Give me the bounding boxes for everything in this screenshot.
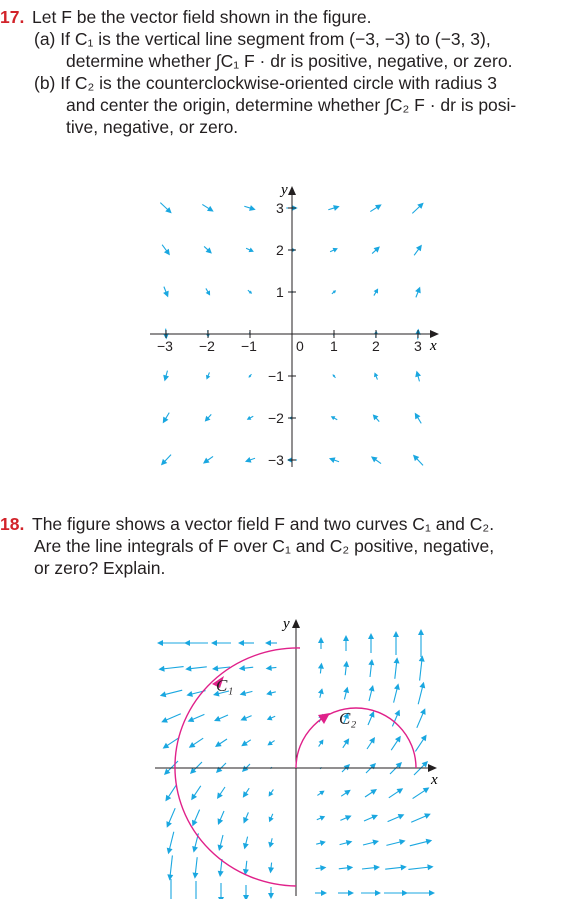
- fig2-vector-arrow-head: [268, 842, 274, 848]
- fig2-vector-arrow-head: [320, 840, 326, 846]
- fig2-vector-arrow: [418, 685, 423, 704]
- fig2-vector-arrow-head: [239, 665, 245, 671]
- fig2-vector-arrow-head: [240, 690, 247, 696]
- fig1-y-tick-label: 3: [276, 200, 284, 216]
- fig2-vector-arrow-head: [343, 687, 349, 694]
- fig2-vector-arrow-head: [397, 788, 404, 794]
- problem-18-line-2: Are the line integrals of F over C₁ and C₂ positive, negative,: [34, 536, 495, 556]
- fig2-vector-arrow-head: [343, 738, 349, 745]
- fig2-vector-arrow-head: [217, 792, 223, 799]
- fig2-vector-arrow-head: [192, 846, 198, 853]
- fig1-vector-arrow-head: [415, 371, 421, 378]
- fig2-vector-arrow-head: [368, 633, 374, 639]
- fig2-vector-arrow-head: [401, 864, 407, 870]
- fig1-y-tick-label: −1: [268, 368, 284, 384]
- fig2-vector-arrow: [165, 714, 181, 721]
- fig2-vector-arrow: [394, 687, 398, 703]
- fig1-x-tick-label: −1: [241, 338, 257, 354]
- fig1-vector-arrow-head: [371, 456, 378, 462]
- fig1-x-tick-label: 1: [330, 338, 338, 354]
- fig2-vector-arrow-head: [189, 742, 196, 748]
- fig1-x-tick-label: 0: [296, 338, 304, 354]
- fig2-vector-arrow-head: [212, 665, 218, 671]
- fig1-x-tick-label: −3: [157, 338, 173, 354]
- fig2-vector-arrow-head: [348, 890, 354, 896]
- fig2-vector-arrow-head: [423, 787, 430, 793]
- fig2-vector-arrow-head: [421, 735, 427, 742]
- part-b-line-3: tive, negative, or zero.: [66, 117, 239, 137]
- vector-field-figure-2: [150, 614, 450, 899]
- fig2-vector-arrow-head: [186, 691, 193, 697]
- fig2-vector-arrow-head: [192, 873, 198, 879]
- fig2-vector-arrow-head: [369, 737, 375, 744]
- fig2-vector-arrow-head: [215, 741, 222, 747]
- fig2-vector-arrow-head: [185, 666, 191, 672]
- fig2-vector-arrow: [168, 808, 175, 824]
- fig2-vector-arrow-head: [419, 682, 425, 689]
- fig2-vector-arrow-head: [375, 890, 381, 896]
- fig2-vector-arrow-head: [346, 840, 353, 846]
- fig2-vector-arrow-head: [427, 864, 433, 870]
- fig2-vector-arrow-head: [167, 848, 173, 855]
- c1-label: C₁: [216, 676, 234, 695]
- fig1-x-label: x: [430, 338, 437, 354]
- fig1-vector-arrow-head: [207, 206, 214, 212]
- fig2-vector-arrow-head: [160, 691, 167, 697]
- fig1-vector-arrow-head: [416, 245, 422, 252]
- fig2-vector-arrow: [167, 785, 176, 799]
- fig1-y-tick-label: 2: [276, 242, 284, 258]
- fig2-vector-arrow-head: [211, 640, 217, 646]
- fig2-vector-arrow: [195, 857, 197, 875]
- fig2-vector-arrow-head: [344, 790, 351, 796]
- part-a-line-1: (a) If C₁ is the vertical line segment from (−3, −3) to (−3, 3),: [34, 29, 491, 49]
- fig2-vector-arrow: [395, 661, 397, 679]
- fig2-vector-arrow: [415, 738, 424, 752]
- fig2-vector-arrow: [417, 712, 424, 728]
- problem-18: [0, 513, 560, 579]
- problem-17-intro: Let F be the vector field shown in the figure.: [32, 7, 372, 27]
- fig2-vector-arrow-head: [343, 635, 349, 641]
- fig2-vector-arrow-head: [318, 663, 324, 669]
- fig2-vector-arrow-head: [368, 659, 374, 665]
- fig2-vector-arrow: [162, 667, 184, 669]
- fig2-y-axis-arrowhead: [292, 619, 300, 628]
- fig2-vector-arrow-head: [266, 690, 272, 696]
- problem-17-number: 17.: [0, 7, 25, 27]
- fig2-vector-arrow: [420, 659, 422, 681]
- fig2-vector-arrow-head: [394, 683, 400, 690]
- fig2-vector-arrow-head: [184, 640, 190, 646]
- fig2-vector-arrow-head: [395, 736, 401, 743]
- fig2-vector-arrow-head: [167, 874, 173, 880]
- problem-17-intro-line: [0, 6, 560, 28]
- fig2-vector-arrow-head: [218, 897, 224, 899]
- fig2-vector-arrow-head: [419, 655, 425, 661]
- problem-18-number: 18.: [0, 514, 25, 534]
- fig2-vector-arrow: [170, 855, 172, 877]
- problem-18-line-3: or zero? Explain.: [34, 558, 166, 578]
- fig2-vector-arrow-head: [241, 740, 248, 746]
- fig2-vector-arrow: [386, 841, 402, 845]
- fig2-vector-arrow: [385, 867, 403, 869]
- fig2-vector-arrow-head: [243, 895, 249, 899]
- problem-18-text-1: The figure shows a vector field F and two curves C₁ and C₂.: [32, 514, 495, 534]
- fig2-vector-arrow: [408, 867, 430, 869]
- curve-c2-arrowhead: [318, 713, 330, 724]
- fig1-x-tick-label: −2: [199, 338, 215, 354]
- fig2-vector-arrow: [163, 690, 182, 695]
- fig1-vector-arrow-head: [333, 205, 340, 211]
- fig2-vector-arrow-head: [372, 840, 379, 846]
- fig2-vector-arrow-head: [318, 688, 324, 694]
- fig2-vector-arrow-head: [418, 629, 424, 635]
- fig2-vector-arrow-head: [399, 839, 406, 845]
- fig2-vector-arrow: [411, 815, 427, 822]
- fig2-vector-arrow-head: [393, 631, 399, 637]
- part-b-line-2: and center the origin, determine whether ∫C₂ F · dr is posi-: [66, 95, 517, 115]
- fig2-vector-arrow-head: [318, 637, 324, 643]
- fig2-vector-arrow-head: [218, 844, 224, 851]
- fig1-vector-arrow-head: [249, 205, 256, 211]
- fig2-vector-arrow: [189, 667, 207, 669]
- fig2-x-axis-arrowhead: [428, 764, 437, 772]
- fig2-vector-arrow-head: [243, 843, 249, 850]
- fig2-vector-arrow: [167, 761, 178, 772]
- fig2-vector-arrow-head: [394, 657, 400, 663]
- fig2-vector-arrow-head: [238, 640, 244, 646]
- fig2-vector-arrow-head: [369, 685, 375, 692]
- fig2-vector-arrow: [413, 789, 427, 798]
- fig2-vector-arrow-head: [265, 640, 271, 646]
- fig2-vector-arrow-head: [370, 789, 377, 795]
- fig2-vector-arrow: [169, 832, 174, 851]
- part-a-line-2: determine whether ∫C₁ F · dr is positive, negative, or zero.: [66, 51, 513, 71]
- fig2-vector-arrow-head: [347, 865, 353, 871]
- fig2-vector-arrow-head: [268, 893, 274, 899]
- fig2-vector-arrow-head: [158, 666, 164, 672]
- fig1-x-tick-label: 2: [372, 338, 380, 354]
- fig2-vector-arrow-head: [374, 865, 380, 871]
- fig2-vector-arrow-head: [218, 871, 224, 877]
- fig2-vector-arrow-head: [191, 794, 197, 801]
- fig2-x-label: x: [431, 772, 438, 788]
- fig1-y-label: y: [281, 182, 288, 198]
- fig1-vector-arrow-head: [163, 375, 169, 382]
- fig2-vector-arrow-head: [268, 867, 274, 873]
- fig1-x-tick-label: 3: [414, 338, 422, 354]
- fig1-vector-arrow-head: [375, 204, 382, 210]
- fig2-vector-arrow: [410, 841, 429, 846]
- fig2-vector-arrow-head: [320, 865, 326, 871]
- fig2-vector-arrow-head: [157, 640, 163, 646]
- fig2-vector-arrow-head: [321, 890, 327, 896]
- fig1-vector-arrow-head: [203, 458, 210, 464]
- fig2-vector-arrow-head: [163, 743, 170, 749]
- fig2-vector-arrow-head: [343, 661, 349, 667]
- fig1-y-tick-label: 1: [276, 284, 284, 300]
- fig2-vector-arrow-head: [165, 795, 171, 802]
- part-b-line-1: (b) If C₂ is the counterclockwise-oriented circle with radius 3: [34, 73, 497, 93]
- problem-18-line-1: [0, 513, 560, 535]
- fig1-y-tick-label: −2: [268, 410, 284, 426]
- fig1-x-axis-arrowhead: [430, 330, 439, 338]
- problem-17: [0, 6, 560, 138]
- fig2-vector-arrow-head: [266, 665, 272, 671]
- fig2-vector-arrow-head: [243, 791, 249, 798]
- fig2-vector-arrow-head: [429, 890, 435, 896]
- fig1-vector-arrow-head: [164, 249, 170, 256]
- fig1-y-axis-arrowhead: [288, 186, 296, 195]
- fig2-y-label: y: [283, 616, 290, 632]
- vector-field-figure-1: [140, 182, 450, 477]
- fig2-vector-arrow-head: [426, 839, 433, 845]
- fig1-y-tick-label: −3: [268, 452, 284, 468]
- c2-label: C₂: [339, 709, 357, 728]
